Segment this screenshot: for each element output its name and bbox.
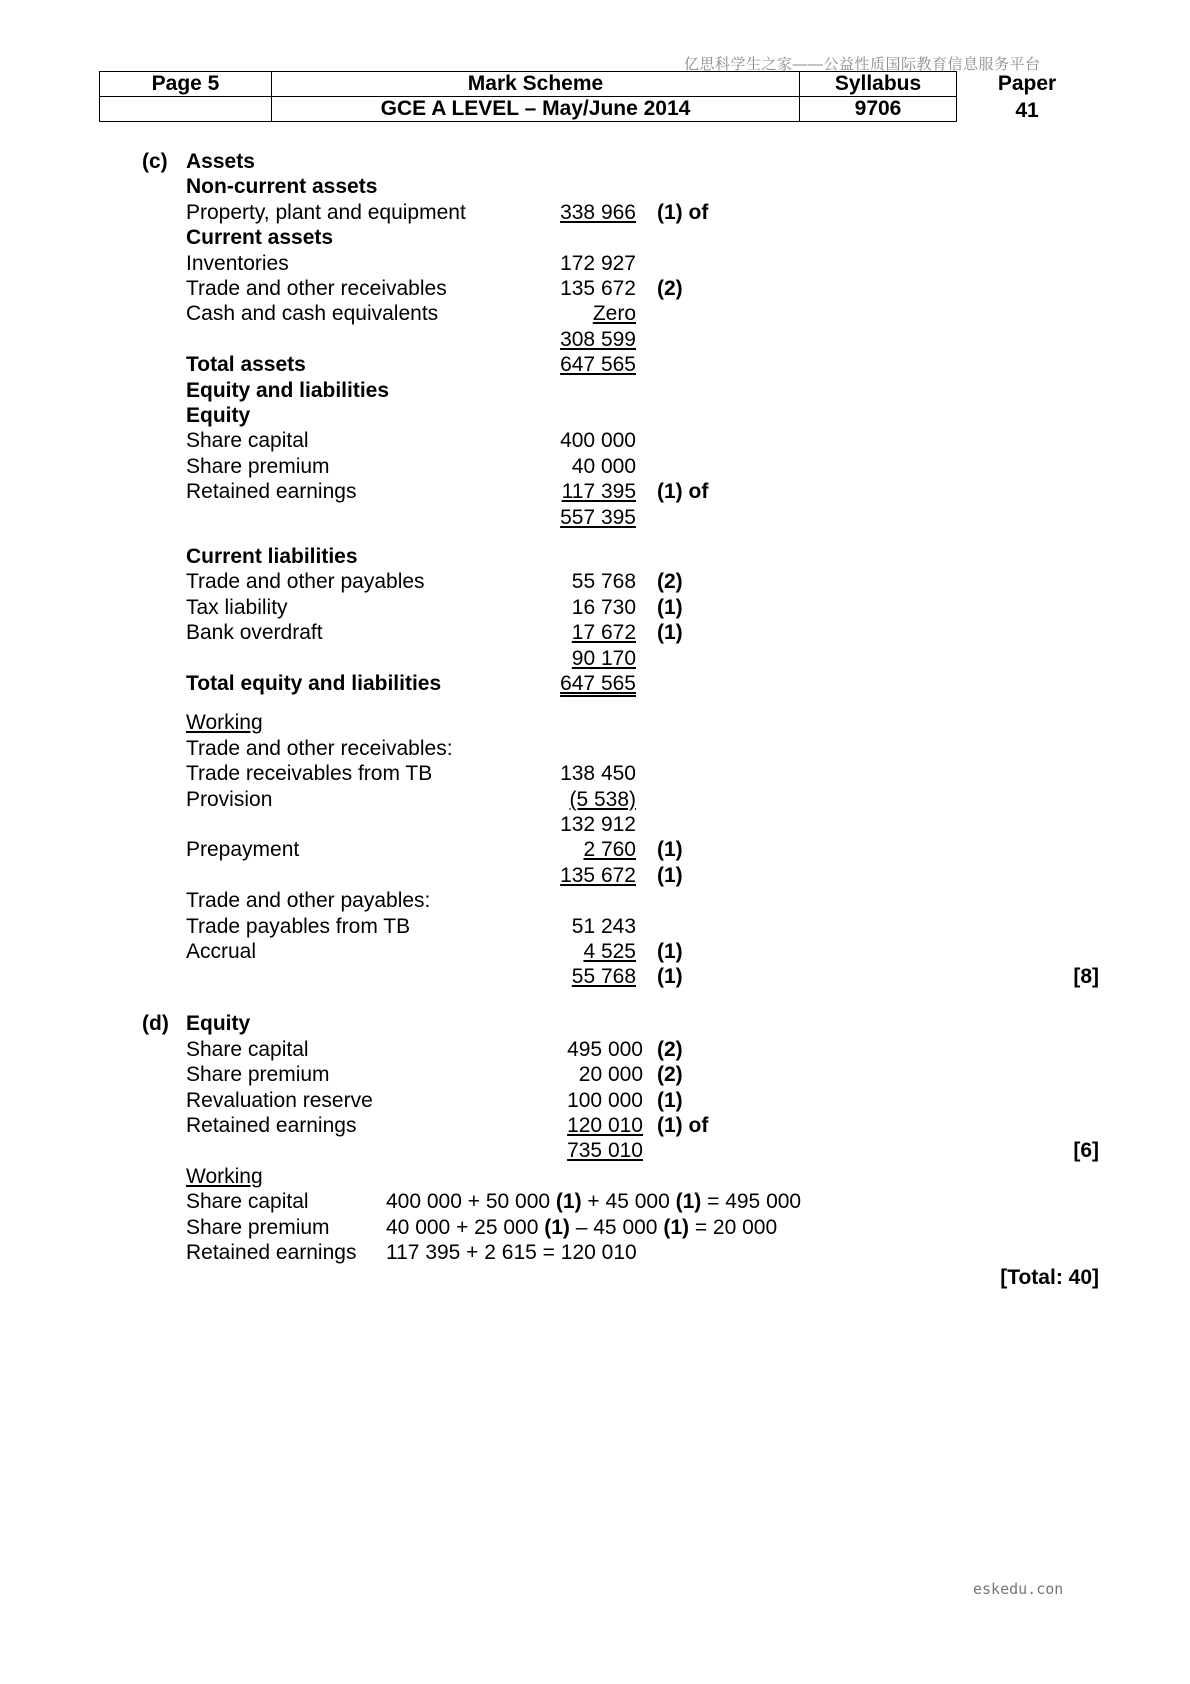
watermark-top: 亿思科学生之家——公益性质国际教育信息服务平台 [684,56,1041,73]
section_c-row-mark: (1) of [657,200,709,224]
section_d-label: (d) [142,1012,169,1036]
section_c-row-value: 55 768 [571,965,636,989]
section_d-row-mark: (2) [657,1063,683,1087]
section_c-row-value: 647 565 [560,353,636,377]
section_c-row-mark: (1) [657,965,683,989]
header-paper-label: Paper [997,72,1057,95]
section_c-row-value: 400 000 [560,429,636,453]
section_c-row-mark: (1) [657,838,683,862]
section_d-row-label: Share capital [186,1037,309,1061]
section_d-row-mark: (1) of [657,1113,709,1137]
section_c-row-label: Share capital [186,429,309,453]
mark-allocation: (1) [663,1215,689,1239]
section_c-row-label: Share premium [186,454,330,478]
section_c-row-label: Non-current assets [186,175,378,199]
watermark-bottom: eskedu.con [973,1580,1064,1598]
section_c-row-label: Total assets [186,353,306,377]
header-table [99,71,957,122]
section_c-row-value: 135 672 [560,277,636,300]
section_c-row-label: Prepayment [186,838,300,862]
calculation-text: = 495 000 [701,1190,802,1214]
section_c-row-label: Equity and liabilities [186,378,390,402]
section_d-row-label: Retained earnings [186,1113,357,1137]
mark-allocation: (1) [675,1190,702,1214]
section_c-row-label: Cash and cash equivalents [186,302,439,326]
section-d-working-label: Working [186,1164,263,1188]
section_c-row-mark: (1) [657,621,683,645]
section-d-working-calculation [386,1189,801,1214]
header-exam: GCE A LEVEL – May/June 2014 [272,97,800,122]
section_c-row-value: 40 000 [571,454,636,478]
section_c-row-label: Total equity and liabilities [186,671,442,695]
header-blank-cell [100,97,272,122]
section_c-row-mark: (2) [657,570,683,594]
section_c-row-value: 4 525 [583,939,636,963]
section_c-row-value: 2 760 [583,838,636,862]
header-page: Page 5 [100,72,272,97]
section-d-working-calculation [386,1215,777,1240]
header-title: Mark Scheme [272,72,800,97]
section_c-row-mark: (1) of [657,480,709,504]
section_d-row-value: 495 000 [567,1037,643,1061]
section_c-row-value: 135 672 [560,863,636,887]
section_d-row-label: Revaluation reserve [186,1088,373,1112]
section_c-row-mark: (1) [657,863,683,887]
calculation-text: 117 395 + 2 615 = 120 010 [386,1240,637,1264]
section_c-row-value: 117 395 [561,480,636,504]
header-syllabus-label: Syllabus [800,72,957,97]
section_c-row-value: 172 927 [560,251,636,275]
section_c-row-label: Retained earnings [186,480,357,504]
section_c-label: (c) [142,150,168,173]
section_c-row-label: Trade and other receivables: [186,736,453,760]
section_c-row-label: Trade receivables from TB [186,762,433,786]
section_c-row-mark: (2) [657,277,683,300]
section_c-row-value: 308 599 [560,327,636,351]
section_c-row-value: Zero [592,302,636,326]
section_c-row-value: 338 966 [560,200,636,224]
header-paper-number: 41 [1015,99,1039,122]
section_c-row-label: Trade payables from TB [186,914,411,938]
mark-allocation: (1) [544,1215,570,1239]
section_d-row-value: 120 010 [567,1113,643,1137]
section-d-working-calculation [386,1240,637,1265]
section-d-working-item-label: Retained earnings [186,1240,357,1264]
section_c-row-mark: (1) [657,939,683,963]
section_c-row-value: 16 730 [571,595,636,619]
section_c-row-label: Bank overdraft [186,621,323,645]
section_c-row-mark: (1) [657,595,683,619]
section_c-row-label: Current assets [186,226,334,250]
section_c-row-value: 132 912 [560,812,636,836]
section_c-row-label: Trade and other receivables [186,277,447,300]
header-syllabus-code: 9706 [800,97,957,122]
section_c-row-label: Property, plant and equipment [186,200,466,224]
calculation-text: 400 000 + 50 000 [386,1190,556,1214]
section_c-row-value: 557 395 [560,505,636,529]
section_c-total-marks: [8] [1073,965,1099,989]
section_c-row-label: Trade and other payables: [186,889,431,913]
section-d-working-item-label: Share premium [186,1215,330,1239]
section_c-row-label: Trade and other payables [186,570,425,594]
calculation-text: = 20 000 [689,1215,778,1239]
section_d-row-mark: (1) [657,1088,683,1112]
section_c-row-value: (5 538) [569,787,636,811]
section-d-working-item-label: Share capital [186,1190,309,1214]
calculation-text: 40 000 + 25 000 [386,1215,545,1239]
mark-allocation: (1) [555,1190,582,1214]
section_d-total-marks: [6] [1073,1139,1099,1163]
section_d-row-mark: (2) [657,1037,683,1061]
section_d-heading: Equity [186,1012,251,1036]
section_d-row-value: 100 000 [567,1088,643,1112]
section_c-row-label: Accrual [186,939,257,963]
section_c-row-label: Equity [186,404,251,427]
section_d-row-value: 735 010 [567,1139,643,1163]
section_c-row-value: 138 450 [560,762,636,786]
section_c-row-label: Inventories [186,251,289,275]
section_c-row-label: Tax liability [186,595,288,619]
section_c-row-value: 55 768 [571,570,636,594]
section_c-row-value: 90 170 [571,646,636,670]
section_c-row-value: 17 672 [571,621,636,645]
grand-total: [Total: 40] [1000,1266,1099,1290]
section_c-row-label: Provision [186,787,273,811]
section_c-row-value: 51 243 [571,914,636,938]
section_c-row-label: Working [186,711,263,735]
section_c-row-label: Current liabilities [186,544,358,568]
section_c-row-value: 647 565 [560,671,636,695]
calculation-text: + 45 000 [581,1190,676,1214]
section_d-row-value: 20 000 [578,1063,643,1087]
section_d-row-label: Share premium [186,1063,330,1087]
section_c-heading: Assets [186,150,255,173]
calculation-text: – 45 000 [569,1215,664,1239]
